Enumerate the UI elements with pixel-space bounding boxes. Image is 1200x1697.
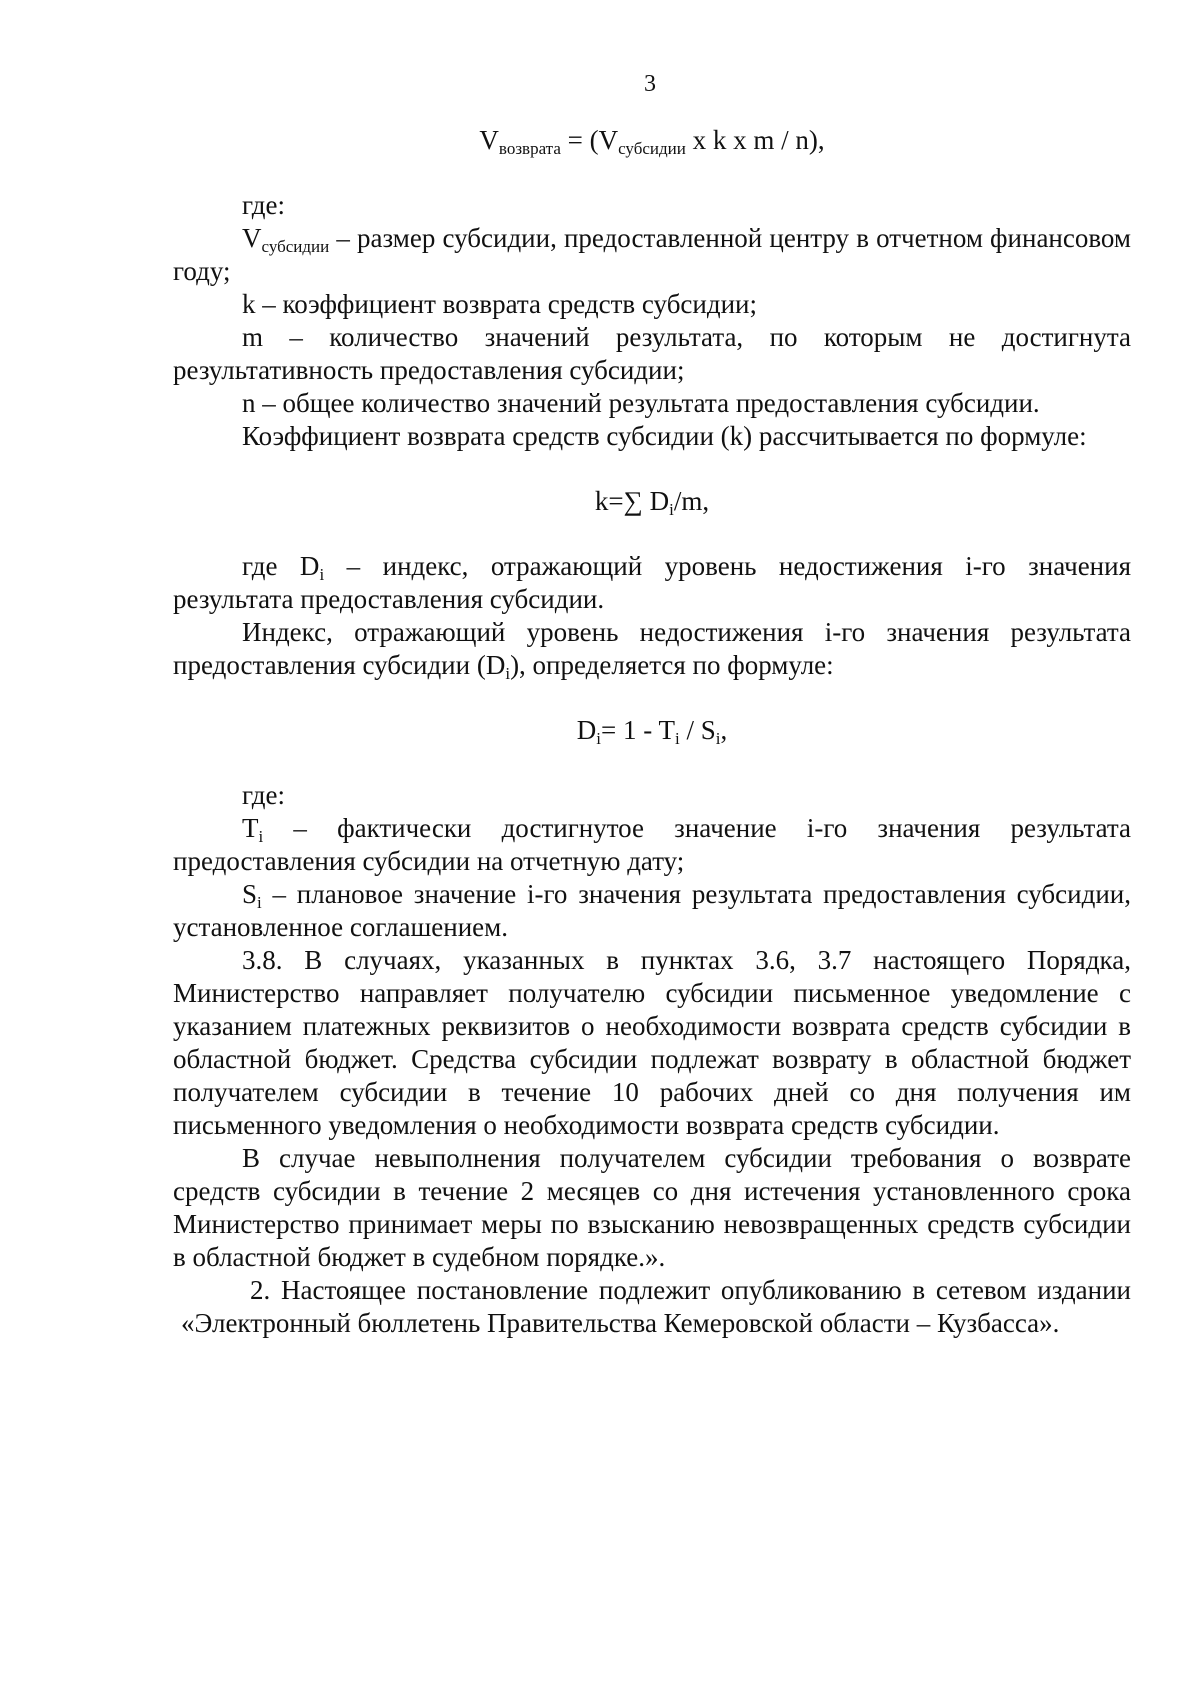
definition-k: k – коэффициент возврата средств субсидии; — [242, 289, 758, 319]
formula-coefficient-k: k=∑ $D_i/m$, — [594, 486, 710, 519]
definition-di: где $D_i$ – индекс, отражающий уровень недостижения i-го значения результата предоставления субсидии. — [173, 551, 1131, 614]
coefficient-intro: Коэффициент возврата средств субсидии (k) рассчитывается по формуле: — [242, 421, 1087, 451]
paragraph-nonfulfillment: В случае невыполнения получателем субсидии требования о возврате средств субсидии в течение 2 месяцев со дня истечения установленного срока Министерство принимает меры по взысканию невозвращенных средств субсидии в областной бюджет в судебном порядке.». — [173, 1143, 1131, 1272]
paragraph-3-8: 3.8. В случаях, указанных в пунктах 3.6, 3.7 настоящего Порядка, Министерство направляет получателю субсидии письменное уведомление с указанием платежных реквизитов о необходимости возврата средств субсидии в областной бюджет. Средства субсидии подлежат возврату в областной бюджет получателем субсидии в течение 10 рабочих дней со дня получения им письменного уведомления о необходимости возврата средств субсидии. — [173, 945, 1131, 1140]
definition-n: n – общее количество значений результата предоставления субсидии. — [242, 388, 1040, 418]
page-number: 3 — [644, 71, 656, 97]
definition-si: $S_i$ – плановое значение i-го значения результата предоставления субсидии, установленное соглашением. — [173, 879, 1131, 942]
definition-v-subsidy: $V_{субсидии}$ – размер субсидии, предоставленной центру в отчетном финансовом году; — [173, 223, 1131, 286]
formula-index-di: $D_i= 1 - T_i / S_i$, — [576, 715, 728, 748]
definition-m: m – количество значений результата, по которым не достигнута результативность предоставления субсидии; — [173, 322, 1131, 385]
paragraph-item-2: 2. Настоящее постановление подлежит опубликованию в сетевом издании «Электронный бюллетень Правительства Кемеровской области – Кузбасса». — [181, 1275, 1131, 1338]
formula-return-amount: $V_{возврата} = (V_{субсидии}$ x k x m / n), — [479, 125, 825, 158]
where-label-1: где: — [242, 190, 285, 220]
definition-ti: $T_i$ – фактически достигнутое значение i-го значения результата предоставления субсидии на отчетную дату; — [173, 813, 1131, 876]
document-body — [173, 124, 1131, 1340]
where-label-2: где: — [242, 780, 285, 810]
index-intro: Индекс, отражающий уровень недостижения i-го значения результата предоставления субсидии $(D_i)$, определяется по формуле: — [173, 617, 1131, 683]
